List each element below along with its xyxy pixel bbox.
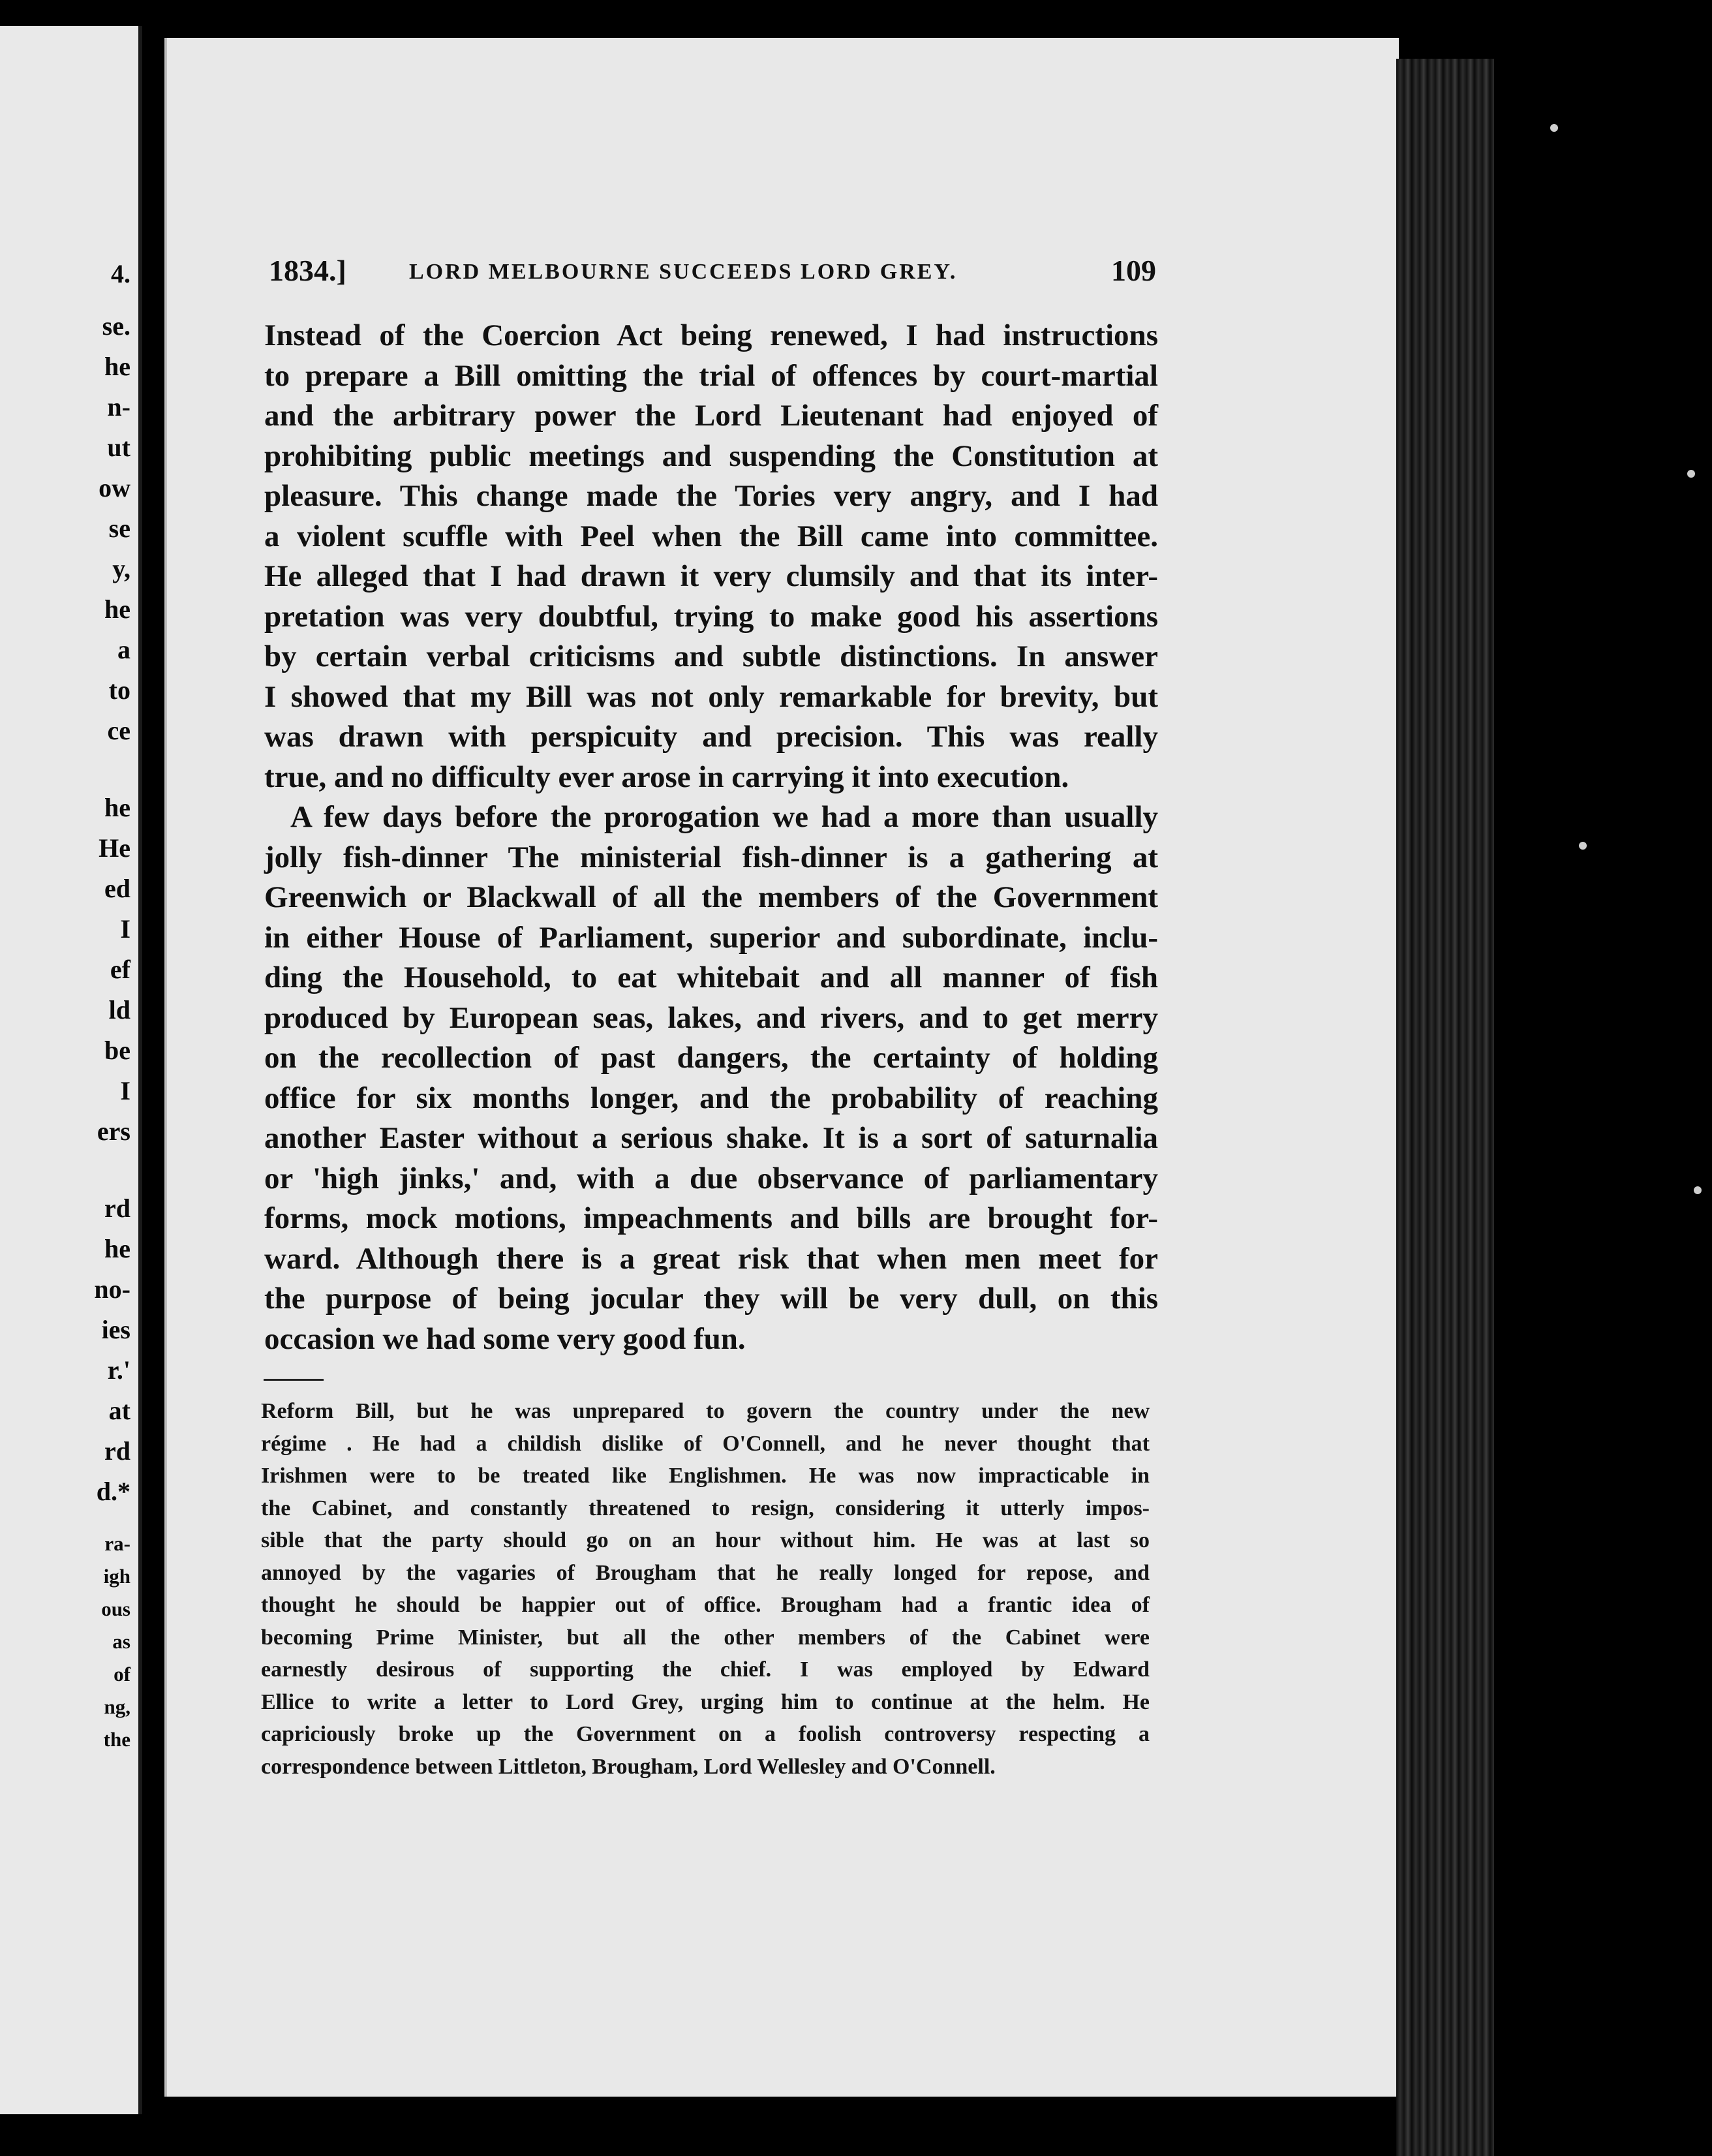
text-line: jolly fish-dinner The ministerial fish-dinner is a gathering at xyxy=(264,840,1158,874)
left-fragment: he xyxy=(104,352,130,381)
footnote-line: the Cabinet, and constantly threatened to resign, considering it utterly impos- xyxy=(261,1496,1150,1520)
text-line: I showed that my Bill was not only remarkable for brevity, but xyxy=(264,679,1158,714)
page-binding-edge xyxy=(1396,59,1494,2156)
left-fragment: ef xyxy=(110,955,130,984)
footnote-line: correspondence between Littleton, Brougham, Lord Wellesley and O'Connell. xyxy=(261,1754,996,1779)
dust-speck xyxy=(1550,124,1558,132)
left-fragment: ra- xyxy=(104,1532,130,1555)
text-line: pleasure. This change made the Tories very angry, and I had xyxy=(264,479,1158,513)
footnote-line: Ellice to write a letter to Lord Grey, urging him to continue at the helm. He xyxy=(261,1689,1150,1714)
left-fragment: at xyxy=(108,1396,130,1425)
left-fragment: a xyxy=(117,635,130,664)
left-fragment: I xyxy=(120,914,130,944)
footnote-line: régime . He had a childish dislike of O'Connell, and he never thought that xyxy=(261,1431,1150,1456)
text-line: pretation was very doubtful, trying to make good his assertions xyxy=(264,599,1158,634)
text-line: the purpose of being jocular they will be very dull, on this xyxy=(264,1282,1158,1316)
text-line: was drawn with perspicuity and precision. This was really xyxy=(264,720,1158,754)
left-fragment: be xyxy=(104,1036,130,1065)
text-line: ding the Household, to eat whitebait and all manner of fish xyxy=(264,961,1158,994)
text-line: occasion we had some very good fun. xyxy=(264,1321,746,1356)
text-line: to prepare a Bill omitting the trial of offences by court-martial xyxy=(264,358,1158,393)
footnote-line: thought he should be happier out of office. Brougham had a frantic idea of xyxy=(261,1593,1150,1617)
left-fragment: d.* xyxy=(96,1477,130,1506)
left-fragment: rd xyxy=(104,1194,130,1223)
footnote-line: Irishmen were to be treated like Englishmen. He was now impracticable in xyxy=(261,1464,1150,1488)
header-year: 1834.] xyxy=(269,254,346,287)
left-fragment: ed xyxy=(104,874,130,903)
left-fragment: he xyxy=(104,1234,130,1263)
text-line: true, and no difficulty ever arose in carrying it into execution. xyxy=(264,760,1069,794)
text-line: prohibiting public meetings and suspending the Constitution at xyxy=(264,439,1158,473)
text-line: He alleged that I had drawn it very clumsily and that its inter- xyxy=(264,559,1158,593)
previous-page-edge xyxy=(0,26,142,2114)
text-line: Greenwich or Blackwall of all the members of the Government xyxy=(264,880,1158,914)
text-line: on the recollection of past dangers, the certainty of holding xyxy=(264,1041,1158,1075)
text-line: by certain verbal criticisms and subtle distinctions. In answer xyxy=(264,639,1158,673)
dust-speck xyxy=(1579,842,1587,850)
left-fragment: he xyxy=(104,594,130,624)
footnote xyxy=(261,1395,1150,1783)
body-text xyxy=(264,316,1158,1359)
left-fragment: r.' xyxy=(107,1355,130,1385)
left-fragment: n- xyxy=(107,392,130,422)
left-fragment: he xyxy=(104,793,130,822)
left-fragment: ies xyxy=(101,1315,130,1344)
footnote-rule xyxy=(264,1379,324,1381)
left-fragment: to xyxy=(108,675,130,705)
footnote-line: capriciously broke up the Government on a foolish controversy respecting a xyxy=(261,1722,1150,1746)
left-fragment: ers xyxy=(97,1116,130,1146)
footnote-line: sible that the party should go on an hour without him. He was at last so xyxy=(261,1528,1150,1552)
text-line: produced by European seas, lakes, and rivers, and to get merry xyxy=(264,1000,1158,1035)
left-fragment: as xyxy=(112,1630,130,1653)
dust-speck xyxy=(1694,1186,1702,1194)
left-fragment: I xyxy=(120,1076,130,1105)
left-fragment: of xyxy=(114,1663,130,1686)
running-header xyxy=(269,253,1156,299)
left-fragment: ld xyxy=(108,995,130,1024)
text-line: Instead of the Coercion Act being renewed, I had instructions xyxy=(264,318,1158,352)
footnote-line: becoming Prime Minister, but all the other members of the Cabinet were xyxy=(261,1625,1150,1650)
footnote-line: earnestly desirous of supporting the chief. I was employed by Edward xyxy=(261,1657,1150,1682)
left-fragment: He xyxy=(99,833,130,863)
left-fragment: ut xyxy=(107,433,130,462)
text-line: in either House of Parliament, superior and subordinate, inclu- xyxy=(264,920,1158,955)
page-number: 109 xyxy=(1111,254,1156,287)
text-line: a violent scuffle with Peel when the Bill came into committee. xyxy=(264,519,1158,553)
left-fragment: 4. xyxy=(111,259,130,288)
text-line: or 'high jinks,' and, with a due observance of parliamentary xyxy=(264,1161,1158,1195)
left-fragment: se. xyxy=(102,311,130,341)
footnote-line: annoyed by the vagaries of Brougham that he really longed for repose, and xyxy=(261,1560,1150,1585)
text-line: A few days before the prorogation we had a more than usually xyxy=(290,800,1158,834)
left-fragment: ce xyxy=(107,716,130,745)
text-line: another Easter without a serious shake. It is a sort of saturnalia xyxy=(264,1121,1158,1155)
left-fragment: y, xyxy=(112,554,130,583)
left-fragment: no- xyxy=(94,1274,130,1304)
left-fragment: rd xyxy=(104,1436,130,1466)
left-fragment: the xyxy=(103,1728,130,1751)
left-fragment: ng, xyxy=(104,1695,130,1718)
text-line: forms, mock motions, impeachments and bills are brought for- xyxy=(264,1201,1158,1235)
text-line: and the arbitrary power the Lord Lieutenant had enjoyed of xyxy=(264,399,1158,433)
left-fragment: igh xyxy=(103,1565,130,1588)
dust-speck xyxy=(1687,470,1695,478)
footnote-line: Reform Bill, but he was unprepared to govern the country under the new xyxy=(261,1399,1150,1423)
left-fragment: se xyxy=(108,514,130,543)
text-line: office for six months longer, and the probability of reaching xyxy=(264,1081,1158,1115)
text-line: ward. Although there is a great risk that when men meet for xyxy=(264,1241,1158,1276)
header-title: LORD MELBOURNE SUCCEEDS LORD GREY. xyxy=(409,260,958,284)
left-fragment: ow xyxy=(99,473,130,502)
left-fragment: ous xyxy=(101,1597,130,1620)
